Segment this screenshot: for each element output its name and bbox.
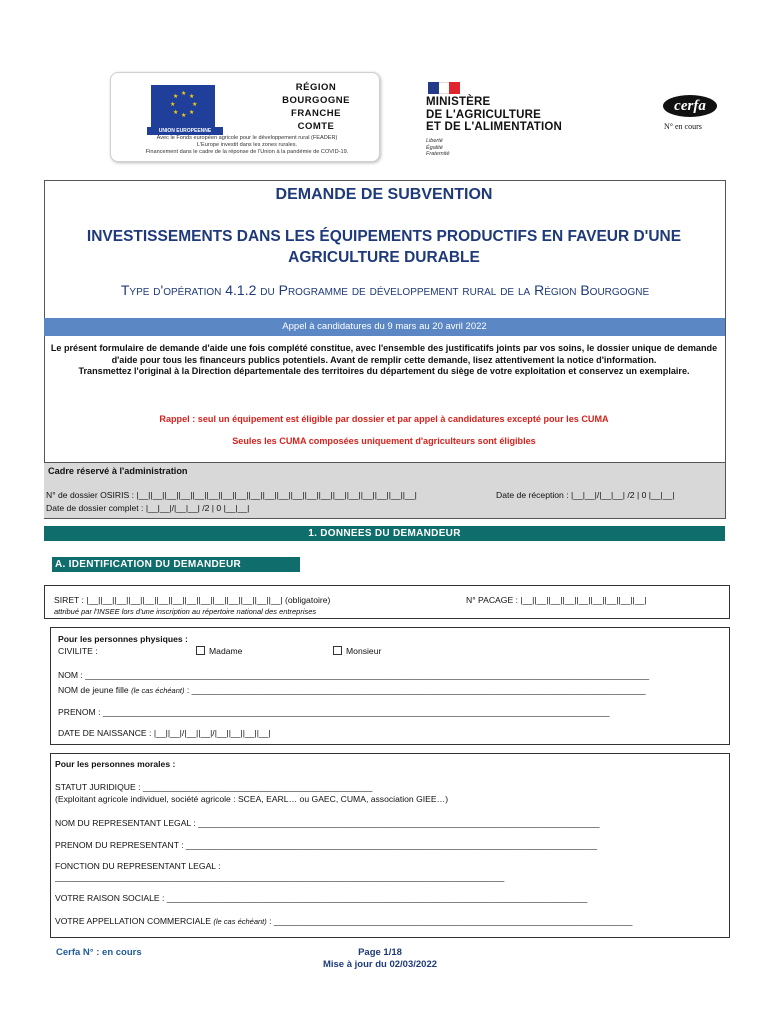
civilite-label: CIVILITE : [58, 646, 98, 656]
cuma-notice: Seules les CUMA composées uniquement d'agriculteurs sont éligibles [232, 436, 536, 446]
admin-title: Cadre réservé à l'administration [48, 466, 188, 476]
osiris-number-field: N° de dossier OSIRIS : |__||__||__||__||__||__||__||__||__||__||__||__||__||__||__||__||__||__||__||__| [46, 490, 417, 500]
section-a-header: A. IDENTIFICATION DU DEMANDEUR [52, 557, 300, 572]
reception-date-field: Date de réception : |__|__|/|__|__| /2 | 0 |__|__| [496, 490, 675, 500]
statut-field[interactable]: STATUT JURIDIQUE : ________________________________________________ [55, 782, 373, 792]
eu-funding-notes: Avec le Fonds européen agricole pour le développement rural (FEADER) L'Europe investit dans les zones rurales. Financement dans le cadre de la réponse de l'Union à la pandémie de COVID-19. [145, 135, 349, 155]
maiden-name-field[interactable]: NOM de jeune fille (le cas échéant) : _______________________________________________________________________________________________ [58, 685, 646, 695]
cerfa-number: N° en cours [664, 122, 702, 131]
statut-note: (Exploitant agricole individuel, société agricole : SCEA, EARL… ou GAEC, CUMA, association GIEE…) [55, 794, 449, 804]
legal-persons-box [50, 753, 730, 938]
prenom-field[interactable]: PRENOM : __________________________________________________________________________________________________________ [58, 707, 610, 717]
admin-reserved-box [44, 462, 725, 518]
region-logo: RÉGION BOURGOGNE FRANCHE COMTE [282, 82, 350, 132]
rep-name-field[interactable]: NOM DU REPRESENTANT LEGAL : ____________________________________________________________________________________ [55, 818, 600, 828]
siret-note: attribué par l'INSEE lors d'une inscription au répertoire national des entreprises [54, 607, 317, 616]
svg-text:★: ★ [189, 94, 195, 100]
operation-type: Type d'opération 4.1.2 du Programme de développement rural de la Région Bourgogne [120, 282, 650, 298]
monsieur-checkbox[interactable]: Monsieur [333, 646, 381, 656]
footer-cerfa: Cerfa N° : en cours [56, 947, 142, 958]
page-subtitle: INVESTISSEMENTS DANS LES ÉQUIPEMENTS PRODUCTIFS EN FAVEUR D'UNE AGRICULTURE DURABLE [86, 228, 682, 266]
eu-flag-icon [151, 85, 215, 127]
svg-text:★: ★ [173, 94, 179, 100]
call-dates-bar: Appel à candidatures du 9 mars au 20 avril 2022 [44, 318, 725, 336]
svg-text:★: ★ [181, 91, 187, 97]
rep-firstname-field[interactable]: PRENOM DU REPRESENTANT : ______________________________________________________________________________________ [55, 840, 598, 850]
siret-box [44, 585, 730, 619]
checkbox-icon[interactable] [196, 646, 205, 655]
madame-checkbox[interactable]: Madame [196, 646, 242, 656]
eu-region-logo-block [110, 72, 380, 162]
footer-page: Page 1/18 Mise à jour du 02/03/2022 [322, 947, 438, 970]
complete-date-field: Date de dossier complet : |__|__|/|__|__| /2 | 0 |__|__| [46, 503, 250, 513]
svg-text:★: ★ [192, 102, 198, 108]
cerfa-logo: cerfa [663, 95, 717, 117]
checkbox-icon[interactable] [333, 646, 342, 655]
rappel-notice: Rappel : seul un équipement est éligible par dossier et par appel à candidatures excepté pour les CUMA [159, 414, 609, 424]
birth-date-field[interactable]: DATE DE NAISSANCE : |__||__|/|__||__|/|__||__||__||__| [58, 728, 271, 738]
raison-sociale-field[interactable]: VOTRE RAISON SOCIALE : ________________________________________________________________________________________ [55, 893, 588, 903]
svg-text:★: ★ [181, 113, 187, 119]
pacage-field[interactable]: N° PACAGE : |__||__||__||__||__||__||__||__||__| [466, 595, 647, 605]
svg-text:★: ★ [173, 110, 179, 116]
siret-field[interactable]: SIRET : |__||__||__||__||__||__||__||__||__||__||__||__||__||__| (obligatoire) [54, 595, 331, 605]
rep-function-label: FONCTION DU REPRESENTANT LEGAL : [55, 861, 221, 871]
legal-persons-title: Pour les personnes morales : [55, 759, 176, 769]
natural-persons-title: Pour les personnes physiques : [58, 634, 188, 644]
page-title: DEMANDE DE SUBVENTION [275, 186, 493, 203]
marianne-flag-icon [428, 82, 460, 94]
natural-persons-box [50, 627, 730, 745]
svg-text:★: ★ [170, 102, 176, 108]
republic-motto: Liberté Égalité Fraternité [426, 138, 450, 157]
section-1-header: 1. DONNEES DU DEMANDEUR [44, 526, 725, 541]
rep-function-field[interactable]: ______________________________________________________________________________________________ [55, 872, 505, 882]
svg-text:★: ★ [189, 110, 195, 116]
eu-label: UNION EUROPEENNE [147, 127, 223, 135]
nom-field[interactable]: NOM : ______________________________________________________________________________________________________________________ [58, 670, 650, 680]
ministry-logo: MINISTÈRE DE L'AGRICULTURE ET DE L'ALIMENTATION [426, 96, 562, 133]
intro-text: Le présent formulaire de demande d'aide une fois complété constitue, avec l'ensemble des justificatifs joints par vos soins, le dossier unique de demande d'aide pour tous les financeurs publics potentiels. Avant de remplir cette demande, lisez attentivement la notice d'information. Transmettez l'original à la Direction départementale des territoires du département du siège de votre exploitation et conservez un exemplaire. [50, 343, 718, 376]
appellation-field[interactable]: VOTRE APPELLATION COMMERCIALE (le cas échéant) : ___________________________________________________________________________ [55, 916, 633, 926]
